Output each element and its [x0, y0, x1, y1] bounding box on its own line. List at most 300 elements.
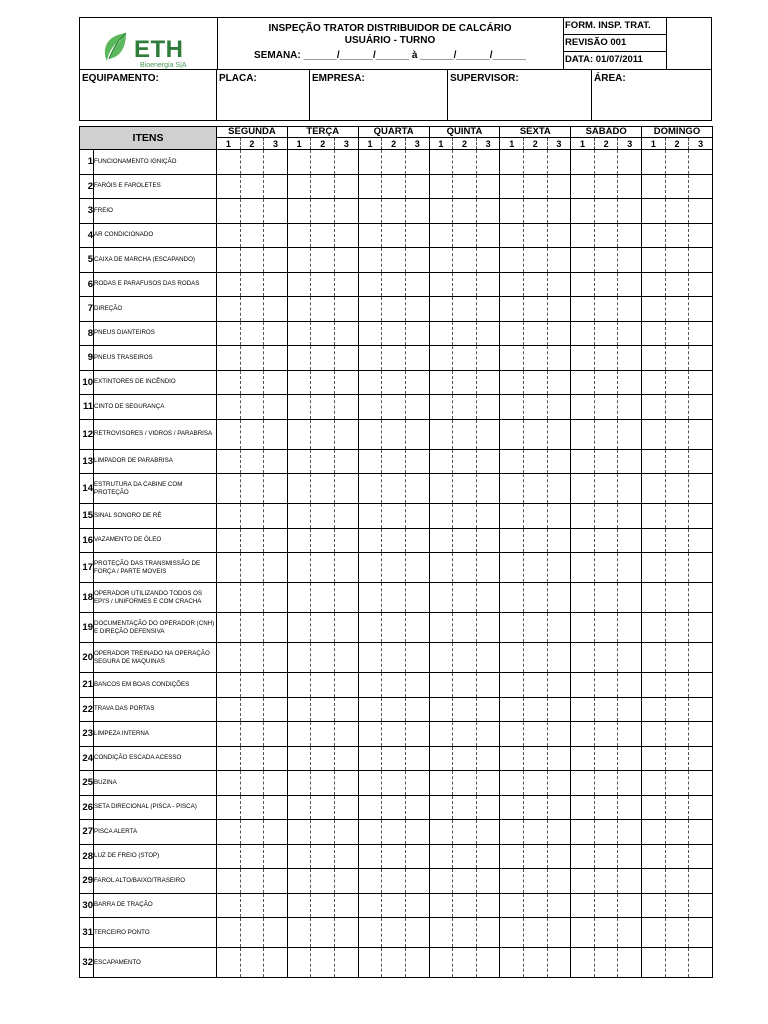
check-cell[interactable] — [405, 150, 429, 175]
check-cell[interactable] — [405, 771, 429, 796]
check-cell[interactable] — [240, 583, 264, 613]
check-cell[interactable] — [524, 613, 548, 643]
check-cell[interactable] — [618, 346, 642, 371]
check-cell[interactable] — [665, 869, 689, 894]
check-cell[interactable] — [287, 746, 311, 771]
check-cell[interactable] — [571, 223, 595, 248]
check-cell[interactable] — [311, 948, 335, 978]
check-cell[interactable] — [594, 795, 618, 820]
check-cell[interactable] — [405, 844, 429, 869]
check-cell[interactable] — [571, 474, 595, 504]
check-cell[interactable] — [311, 199, 335, 224]
check-cell[interactable] — [382, 199, 406, 224]
check-cell[interactable] — [405, 504, 429, 529]
check-cell[interactable] — [524, 820, 548, 845]
check-cell[interactable] — [287, 272, 311, 297]
check-cell[interactable] — [311, 223, 335, 248]
check-cell[interactable] — [665, 395, 689, 420]
check-cell[interactable] — [429, 174, 453, 199]
check-cell[interactable] — [524, 553, 548, 583]
check-cell[interactable] — [618, 223, 642, 248]
check-cell[interactable] — [500, 321, 524, 346]
check-cell[interactable] — [429, 613, 453, 643]
check-cell[interactable] — [264, 771, 288, 796]
check-cell[interactable] — [689, 248, 713, 273]
check-cell[interactable] — [665, 771, 689, 796]
check-cell[interactable] — [335, 722, 359, 747]
check-cell[interactable] — [311, 504, 335, 529]
check-cell[interactable] — [594, 449, 618, 474]
check-cell[interactable] — [217, 673, 241, 698]
check-cell[interactable] — [217, 474, 241, 504]
equipment-field[interactable]: EQUIPAMENTO: — [80, 70, 217, 120]
check-cell[interactable] — [358, 474, 382, 504]
check-cell[interactable] — [689, 869, 713, 894]
check-cell[interactable] — [358, 449, 382, 474]
check-cell[interactable] — [264, 844, 288, 869]
check-cell[interactable] — [689, 272, 713, 297]
check-cell[interactable] — [429, 150, 453, 175]
check-cell[interactable] — [594, 697, 618, 722]
check-cell[interactable] — [476, 746, 500, 771]
check-cell[interactable] — [240, 321, 264, 346]
check-cell[interactable] — [476, 199, 500, 224]
check-cell[interactable] — [335, 370, 359, 395]
check-cell[interactable] — [476, 820, 500, 845]
check-cell[interactable] — [476, 643, 500, 673]
check-cell[interactable] — [524, 643, 548, 673]
check-cell[interactable] — [335, 948, 359, 978]
check-cell[interactable] — [594, 474, 618, 504]
check-cell[interactable] — [665, 449, 689, 474]
check-cell[interactable] — [240, 449, 264, 474]
check-cell[interactable] — [264, 474, 288, 504]
check-cell[interactable] — [476, 528, 500, 553]
check-cell[interactable] — [382, 297, 406, 322]
check-cell[interactable] — [335, 199, 359, 224]
check-cell[interactable] — [382, 474, 406, 504]
check-cell[interactable] — [335, 643, 359, 673]
check-cell[interactable] — [642, 583, 666, 613]
check-cell[interactable] — [382, 150, 406, 175]
check-cell[interactable] — [382, 553, 406, 583]
check-cell[interactable] — [618, 553, 642, 583]
check-cell[interactable] — [217, 643, 241, 673]
check-cell[interactable] — [618, 722, 642, 747]
check-cell[interactable] — [311, 419, 335, 449]
check-cell[interactable] — [618, 795, 642, 820]
check-cell[interactable] — [524, 504, 548, 529]
check-cell[interactable] — [476, 272, 500, 297]
check-cell[interactable] — [287, 395, 311, 420]
check-cell[interactable] — [476, 869, 500, 894]
check-cell[interactable] — [642, 746, 666, 771]
check-cell[interactable] — [429, 223, 453, 248]
check-cell[interactable] — [240, 746, 264, 771]
check-cell[interactable] — [240, 199, 264, 224]
check-cell[interactable] — [264, 613, 288, 643]
check-cell[interactable] — [429, 795, 453, 820]
check-cell[interactable] — [264, 174, 288, 199]
check-cell[interactable] — [240, 474, 264, 504]
check-cell[interactable] — [405, 248, 429, 273]
check-cell[interactable] — [594, 844, 618, 869]
check-cell[interactable] — [476, 918, 500, 948]
check-cell[interactable] — [547, 297, 571, 322]
check-cell[interactable] — [689, 419, 713, 449]
check-cell[interactable] — [358, 321, 382, 346]
plate-field[interactable]: PLACA: — [217, 70, 310, 120]
check-cell[interactable] — [405, 346, 429, 371]
check-cell[interactable] — [240, 844, 264, 869]
check-cell[interactable] — [311, 746, 335, 771]
check-cell[interactable] — [594, 174, 618, 199]
check-cell[interactable] — [429, 199, 453, 224]
check-cell[interactable] — [571, 297, 595, 322]
check-cell[interactable] — [594, 504, 618, 529]
check-cell[interactable] — [335, 869, 359, 894]
check-cell[interactable] — [571, 820, 595, 845]
check-cell[interactable] — [476, 893, 500, 918]
check-cell[interactable] — [524, 174, 548, 199]
check-cell[interactable] — [547, 948, 571, 978]
company-field[interactable]: EMPRESA: — [310, 70, 448, 120]
check-cell[interactable] — [500, 583, 524, 613]
check-cell[interactable] — [665, 223, 689, 248]
check-cell[interactable] — [358, 248, 382, 273]
check-cell[interactable] — [642, 844, 666, 869]
check-cell[interactable] — [642, 722, 666, 747]
check-cell[interactable] — [689, 474, 713, 504]
check-cell[interactable] — [476, 346, 500, 371]
check-cell[interactable] — [594, 643, 618, 673]
check-cell[interactable] — [311, 673, 335, 698]
check-cell[interactable] — [594, 419, 618, 449]
check-cell[interactable] — [594, 346, 618, 371]
check-cell[interactable] — [429, 346, 453, 371]
area-field[interactable]: ÁREA: — [594, 73, 626, 84]
check-cell[interactable] — [311, 795, 335, 820]
check-cell[interactable] — [382, 746, 406, 771]
check-cell[interactable] — [358, 346, 382, 371]
check-cell[interactable] — [217, 528, 241, 553]
check-cell[interactable] — [665, 150, 689, 175]
check-cell[interactable] — [618, 820, 642, 845]
check-cell[interactable] — [217, 948, 241, 978]
check-cell[interactable] — [571, 553, 595, 583]
check-cell[interactable] — [594, 370, 618, 395]
check-cell[interactable] — [547, 697, 571, 722]
check-cell[interactable] — [453, 419, 477, 449]
check-cell[interactable] — [618, 948, 642, 978]
check-cell[interactable] — [500, 553, 524, 583]
check-cell[interactable] — [429, 395, 453, 420]
check-cell[interactable] — [571, 771, 595, 796]
check-cell[interactable] — [287, 918, 311, 948]
check-cell[interactable] — [311, 643, 335, 673]
check-cell[interactable] — [524, 150, 548, 175]
check-cell[interactable] — [500, 948, 524, 978]
check-cell[interactable] — [287, 795, 311, 820]
check-cell[interactable] — [311, 528, 335, 553]
check-cell[interactable] — [287, 844, 311, 869]
check-cell[interactable] — [287, 771, 311, 796]
check-cell[interactable] — [547, 583, 571, 613]
check-cell[interactable] — [642, 370, 666, 395]
check-cell[interactable] — [665, 844, 689, 869]
check-cell[interactable] — [240, 643, 264, 673]
check-cell[interactable] — [618, 199, 642, 224]
check-cell[interactable] — [429, 844, 453, 869]
check-cell[interactable] — [217, 449, 241, 474]
check-cell[interactable] — [382, 722, 406, 747]
check-cell[interactable] — [311, 613, 335, 643]
check-cell[interactable] — [311, 272, 335, 297]
check-cell[interactable] — [476, 370, 500, 395]
check-cell[interactable] — [453, 795, 477, 820]
check-cell[interactable] — [358, 150, 382, 175]
check-cell[interactable] — [642, 643, 666, 673]
check-cell[interactable] — [287, 869, 311, 894]
check-cell[interactable] — [217, 272, 241, 297]
check-cell[interactable] — [524, 918, 548, 948]
check-cell[interactable] — [287, 504, 311, 529]
check-cell[interactable] — [665, 528, 689, 553]
check-cell[interactable] — [594, 869, 618, 894]
check-cell[interactable] — [689, 673, 713, 698]
check-cell[interactable] — [500, 474, 524, 504]
check-cell[interactable] — [524, 893, 548, 918]
check-cell[interactable] — [429, 553, 453, 583]
check-cell[interactable] — [547, 553, 571, 583]
check-cell[interactable] — [382, 321, 406, 346]
check-cell[interactable] — [500, 297, 524, 322]
check-cell[interactable] — [217, 844, 241, 869]
check-cell[interactable] — [618, 918, 642, 948]
check-cell[interactable] — [524, 746, 548, 771]
check-cell[interactable] — [642, 223, 666, 248]
check-cell[interactable] — [382, 528, 406, 553]
check-cell[interactable] — [547, 395, 571, 420]
check-cell[interactable] — [689, 199, 713, 224]
check-cell[interactable] — [571, 395, 595, 420]
check-cell[interactable] — [264, 199, 288, 224]
check-cell[interactable] — [453, 771, 477, 796]
check-cell[interactable] — [500, 346, 524, 371]
check-cell[interactable] — [689, 553, 713, 583]
check-cell[interactable] — [287, 553, 311, 583]
check-cell[interactable] — [642, 918, 666, 948]
check-cell[interactable] — [618, 746, 642, 771]
check-cell[interactable] — [264, 419, 288, 449]
check-cell[interactable] — [405, 795, 429, 820]
check-cell[interactable] — [547, 174, 571, 199]
check-cell[interactable] — [594, 918, 618, 948]
check-cell[interactable] — [642, 613, 666, 643]
check-cell[interactable] — [217, 223, 241, 248]
check-cell[interactable] — [453, 504, 477, 529]
check-cell[interactable] — [335, 449, 359, 474]
check-cell[interactable] — [217, 722, 241, 747]
check-cell[interactable] — [571, 893, 595, 918]
check-cell[interactable] — [405, 199, 429, 224]
check-cell[interactable] — [547, 528, 571, 553]
check-cell[interactable] — [358, 297, 382, 322]
check-cell[interactable] — [618, 370, 642, 395]
check-cell[interactable] — [665, 893, 689, 918]
check-cell[interactable] — [594, 528, 618, 553]
check-cell[interactable] — [429, 918, 453, 948]
check-cell[interactable] — [264, 722, 288, 747]
check-cell[interactable] — [240, 893, 264, 918]
check-cell[interactable] — [429, 893, 453, 918]
check-cell[interactable] — [382, 583, 406, 613]
check-cell[interactable] — [665, 673, 689, 698]
check-cell[interactable] — [311, 346, 335, 371]
check-cell[interactable] — [287, 321, 311, 346]
check-cell[interactable] — [642, 297, 666, 322]
check-cell[interactable] — [500, 150, 524, 175]
check-cell[interactable] — [594, 583, 618, 613]
check-cell[interactable] — [524, 673, 548, 698]
check-cell[interactable] — [476, 948, 500, 978]
check-cell[interactable] — [618, 174, 642, 199]
check-cell[interactable] — [240, 553, 264, 583]
check-cell[interactable] — [240, 697, 264, 722]
check-cell[interactable] — [571, 199, 595, 224]
check-cell[interactable] — [358, 419, 382, 449]
check-cell[interactable] — [240, 248, 264, 273]
check-cell[interactable] — [618, 248, 642, 273]
check-cell[interactable] — [618, 419, 642, 449]
check-cell[interactable] — [429, 583, 453, 613]
check-cell[interactable] — [476, 223, 500, 248]
check-cell[interactable] — [382, 673, 406, 698]
check-cell[interactable] — [571, 643, 595, 673]
check-cell[interactable] — [524, 583, 548, 613]
check-cell[interactable] — [311, 893, 335, 918]
check-cell[interactable] — [335, 613, 359, 643]
check-cell[interactable] — [524, 321, 548, 346]
check-cell[interactable] — [594, 746, 618, 771]
check-cell[interactable] — [594, 820, 618, 845]
check-cell[interactable] — [689, 370, 713, 395]
check-cell[interactable] — [524, 474, 548, 504]
check-cell[interactable] — [524, 771, 548, 796]
check-cell[interactable] — [429, 869, 453, 894]
check-cell[interactable] — [571, 449, 595, 474]
check-cell[interactable] — [524, 297, 548, 322]
check-cell[interactable] — [217, 297, 241, 322]
check-cell[interactable] — [571, 528, 595, 553]
check-cell[interactable] — [642, 869, 666, 894]
check-cell[interactable] — [287, 948, 311, 978]
check-cell[interactable] — [476, 771, 500, 796]
check-cell[interactable] — [476, 474, 500, 504]
check-cell[interactable] — [382, 844, 406, 869]
check-cell[interactable] — [405, 893, 429, 918]
check-cell[interactable] — [405, 449, 429, 474]
check-cell[interactable] — [571, 697, 595, 722]
check-cell[interactable] — [618, 504, 642, 529]
check-cell[interactable] — [500, 820, 524, 845]
check-cell[interactable] — [311, 370, 335, 395]
check-cell[interactable] — [547, 673, 571, 698]
check-cell[interactable] — [335, 820, 359, 845]
check-cell[interactable] — [429, 771, 453, 796]
check-cell[interactable] — [335, 795, 359, 820]
check-cell[interactable] — [665, 321, 689, 346]
check-cell[interactable] — [571, 174, 595, 199]
check-cell[interactable] — [571, 583, 595, 613]
check-cell[interactable] — [405, 643, 429, 673]
check-cell[interactable] — [453, 673, 477, 698]
check-cell[interactable] — [547, 474, 571, 504]
check-cell[interactable] — [547, 504, 571, 529]
check-cell[interactable] — [476, 395, 500, 420]
check-cell[interactable] — [618, 613, 642, 643]
check-cell[interactable] — [642, 150, 666, 175]
check-cell[interactable] — [358, 795, 382, 820]
check-cell[interactable] — [217, 504, 241, 529]
check-cell[interactable] — [240, 613, 264, 643]
check-cell[interactable] — [405, 321, 429, 346]
check-cell[interactable] — [476, 174, 500, 199]
check-cell[interactable] — [642, 321, 666, 346]
check-cell[interactable] — [453, 746, 477, 771]
check-cell[interactable] — [547, 370, 571, 395]
check-cell[interactable] — [642, 346, 666, 371]
check-cell[interactable] — [547, 722, 571, 747]
check-cell[interactable] — [358, 746, 382, 771]
check-cell[interactable] — [358, 893, 382, 918]
check-cell[interactable] — [287, 248, 311, 273]
check-cell[interactable] — [335, 673, 359, 698]
check-cell[interactable] — [547, 419, 571, 449]
check-cell[interactable] — [500, 869, 524, 894]
check-cell[interactable] — [264, 370, 288, 395]
check-cell[interactable] — [429, 474, 453, 504]
check-cell[interactable] — [618, 583, 642, 613]
check-cell[interactable] — [358, 697, 382, 722]
check-cell[interactable] — [547, 346, 571, 371]
check-cell[interactable] — [476, 583, 500, 613]
check-cell[interactable] — [382, 504, 406, 529]
check-cell[interactable] — [500, 174, 524, 199]
check-cell[interactable] — [594, 722, 618, 747]
check-cell[interactable] — [453, 449, 477, 474]
check-cell[interactable] — [335, 583, 359, 613]
check-cell[interactable] — [358, 722, 382, 747]
check-cell[interactable] — [618, 528, 642, 553]
check-cell[interactable] — [618, 474, 642, 504]
check-cell[interactable] — [453, 248, 477, 273]
check-cell[interactable] — [689, 771, 713, 796]
check-cell[interactable] — [382, 346, 406, 371]
check-cell[interactable] — [358, 918, 382, 948]
check-cell[interactable] — [240, 918, 264, 948]
check-cell[interactable] — [689, 346, 713, 371]
check-cell[interactable] — [264, 918, 288, 948]
check-cell[interactable] — [453, 820, 477, 845]
check-cell[interactable] — [547, 223, 571, 248]
check-cell[interactable] — [287, 528, 311, 553]
check-cell[interactable] — [358, 199, 382, 224]
check-cell[interactable] — [594, 272, 618, 297]
check-cell[interactable] — [642, 248, 666, 273]
check-cell[interactable] — [500, 918, 524, 948]
check-cell[interactable] — [665, 297, 689, 322]
